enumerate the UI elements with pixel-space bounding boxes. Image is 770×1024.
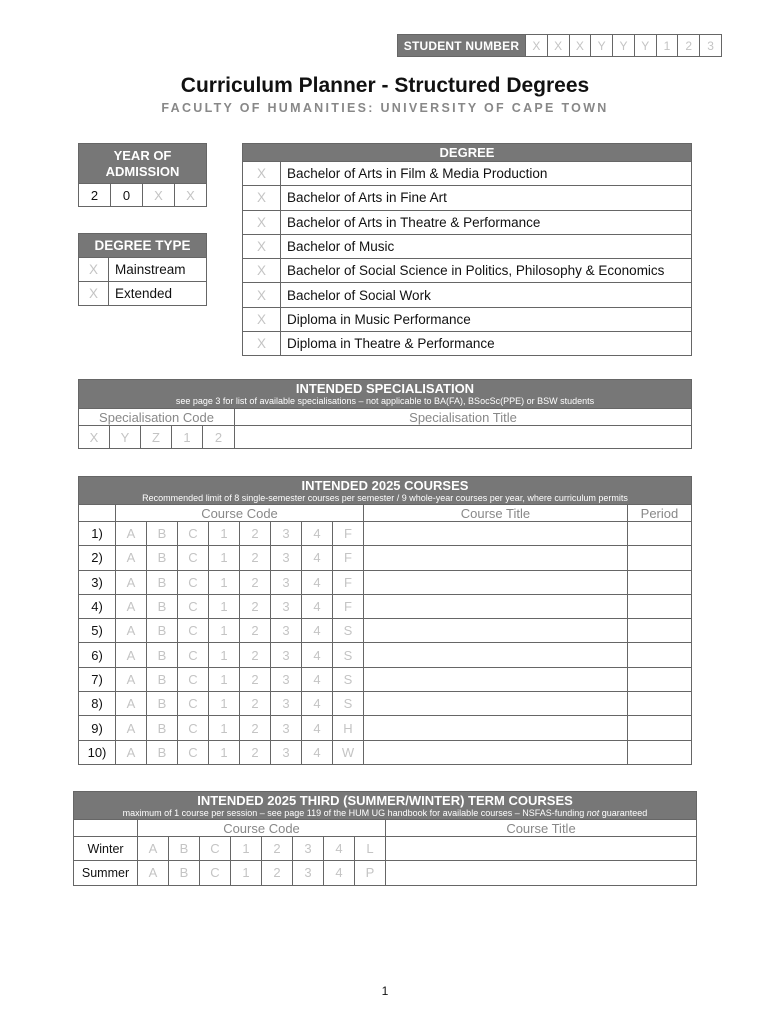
course-code-char[interactable]: B [147, 692, 178, 716]
course-code-char[interactable]: C [178, 716, 209, 740]
degree-label: Bachelor of Music [281, 234, 692, 258]
page-subtitle: FACULTY OF HUMANITIES: UNIVERSITY OF CAPE TOWN [161, 101, 609, 115]
term-course-row [74, 861, 697, 885]
specialisation-title-label: Specialisation Title [235, 409, 692, 426]
term-title-label: Course Title [386, 820, 697, 837]
course-code-char[interactable]: 1 [209, 740, 240, 764]
degree-type-checkbox[interactable]: X [79, 258, 109, 282]
degree-option [243, 283, 692, 307]
course-code-char[interactable]: A [116, 546, 147, 570]
courses-note: Recommended limit of 8 single-semester courses per semester / 9 whole-year courses per year, where curriculum permits [142, 493, 628, 503]
course-code-char[interactable]: C [178, 667, 209, 691]
degree-checkbox[interactable]: X [243, 162, 281, 186]
course-row-number: 7) [79, 667, 116, 691]
course-code-char[interactable]: 2 [240, 716, 271, 740]
course-title-field[interactable] [364, 570, 628, 594]
course-code-char[interactable]: B [147, 667, 178, 691]
specialisation-code-char[interactable]: Z [141, 426, 172, 449]
term-code-char[interactable]: A [138, 837, 169, 861]
student-number-char[interactable]: Y [591, 35, 613, 57]
course-code-char[interactable]: B [147, 643, 178, 667]
course-code-char[interactable]: B [147, 619, 178, 643]
course-code-char[interactable]: 2 [240, 692, 271, 716]
specialisation-title-field[interactable] [235, 426, 692, 449]
course-title-field[interactable] [364, 667, 628, 691]
course-row [79, 594, 692, 618]
course-code-char[interactable]: 1 [209, 522, 240, 546]
degree-label: Bachelor of Social Work [281, 283, 692, 307]
page-number: 1 [381, 984, 389, 998]
degree-type-checkbox[interactable]: X [79, 282, 109, 306]
course-code-char[interactable]: 3 [271, 716, 302, 740]
course-code-char[interactable]: 4 [302, 594, 333, 618]
course-code-char[interactable]: 2 [240, 546, 271, 570]
course-period-label: Period [627, 505, 691, 522]
degree-checkbox[interactable]: X [243, 307, 281, 331]
degree-option [243, 186, 692, 210]
specialisation-header: INTENDED SPECIALISATION [295, 381, 475, 396]
course-code-char[interactable]: H [333, 716, 364, 740]
student-number-char[interactable]: 2 [678, 35, 700, 57]
course-code-char[interactable]: 3 [271, 594, 302, 618]
term-code-char[interactable]: P [355, 861, 386, 885]
student-number-char[interactable]: X [569, 35, 591, 57]
course-title-field[interactable] [364, 619, 628, 643]
term-code-char[interactable]: B [169, 861, 200, 885]
course-code-char[interactable]: F [333, 546, 364, 570]
degree-type-option [79, 258, 207, 282]
course-code-char[interactable]: 4 [302, 522, 333, 546]
course-row [79, 522, 692, 546]
course-period-field[interactable] [627, 619, 691, 643]
course-code-char[interactable]: A [116, 667, 147, 691]
course-title-field[interactable] [364, 643, 628, 667]
course-title-field[interactable] [364, 716, 628, 740]
course-row-number: 6) [79, 643, 116, 667]
course-code-char[interactable]: A [116, 740, 147, 764]
specialisation-note: see page 3 for list of available specialisations – not applicable to BA(FA), BSocSc(PPE) or BSW students [175, 396, 595, 406]
term-code-char[interactable]: 1 [231, 837, 262, 861]
specialisation-code-char[interactable]: Y [110, 426, 141, 449]
year-of-admission-header: YEAR OF ADMISSION [79, 144, 207, 184]
course-title-label: Course Title [364, 505, 628, 522]
degree-type-label: Extended [109, 282, 207, 306]
year-digit[interactable]: X [175, 184, 207, 207]
course-code-char[interactable]: F [333, 522, 364, 546]
degree-label: Bachelor of Social Science in Politics, Philosophy & Economics [281, 259, 692, 283]
course-code-char[interactable]: C [178, 570, 209, 594]
course-code-char[interactable]: A [116, 522, 147, 546]
degree-checkbox[interactable]: X [243, 186, 281, 210]
course-code-char[interactable]: B [147, 740, 178, 764]
degree-option [243, 162, 692, 186]
course-code-char[interactable]: B [147, 546, 178, 570]
course-code-char[interactable]: C [178, 546, 209, 570]
course-code-char[interactable]: C [178, 522, 209, 546]
course-code-char[interactable]: 4 [302, 692, 333, 716]
course-code-char[interactable]: 1 [209, 667, 240, 691]
course-code-char[interactable]: 3 [271, 522, 302, 546]
course-code-char[interactable]: C [178, 740, 209, 764]
term-code-char[interactable]: C [200, 861, 231, 885]
degree-checkbox[interactable]: X [243, 210, 281, 234]
year-digit[interactable]: X [143, 184, 175, 207]
degree-type-table [78, 233, 207, 306]
course-code-char[interactable]: 1 [209, 716, 240, 740]
course-row [79, 619, 692, 643]
course-row [79, 643, 692, 667]
page-title: Curriculum Planner - Structured Degrees [180, 74, 590, 97]
course-code-char[interactable]: C [178, 643, 209, 667]
term-session-label: Summer [74, 861, 138, 885]
term-courses-header: INTENDED 2025 THIRD (SUMMER/WINTER) TERM COURSES [197, 793, 573, 808]
term-code-char[interactable]: 2 [262, 837, 293, 861]
student-number-char[interactable]: 1 [656, 35, 678, 57]
course-code-char[interactable]: 3 [271, 643, 302, 667]
term-course-title-field[interactable] [386, 837, 697, 861]
course-code-char[interactable]: W [333, 740, 364, 764]
course-code-char[interactable]: C [178, 692, 209, 716]
specialisation-code-label: Specialisation Code [79, 409, 235, 426]
course-title-field[interactable] [364, 740, 628, 764]
degree-label: Diploma in Theatre & Performance [281, 332, 692, 356]
course-row [79, 740, 692, 764]
course-code-char[interactable]: 4 [302, 667, 333, 691]
course-code-char[interactable]: S [333, 643, 364, 667]
term-code-char[interactable]: C [200, 837, 231, 861]
student-number-char[interactable]: Y [613, 35, 635, 57]
degree-option [243, 259, 692, 283]
specialisation-code-char[interactable]: 1 [172, 426, 203, 449]
year-digit[interactable]: 2 [79, 184, 111, 207]
course-code-char[interactable]: S [333, 667, 364, 691]
degree-label: Bachelor of Arts in Fine Art [281, 186, 692, 210]
term-course-title-field[interactable] [386, 861, 697, 885]
course-row-number: 3) [79, 570, 116, 594]
course-period-field[interactable] [627, 692, 691, 716]
courses-header: INTENDED 2025 COURSES [301, 478, 469, 493]
course-row-number: 10) [79, 740, 116, 764]
specialisation-code-char[interactable]: X [79, 426, 110, 449]
term-code-char[interactable]: 3 [293, 837, 324, 861]
course-row-number: 5) [79, 619, 116, 643]
course-row-number: 9) [79, 716, 116, 740]
course-code-char[interactable]: B [147, 594, 178, 618]
course-code-char[interactable]: 1 [209, 570, 240, 594]
course-code-char[interactable]: 3 [271, 740, 302, 764]
degree-option [243, 234, 692, 258]
courses-table [78, 476, 692, 765]
term-courses-note: maximum of 1 course per session – see page 119 of the HUM UG handbook for available courses – NSFAS-funding not guaranteed [122, 808, 648, 818]
course-row-number: 2) [79, 546, 116, 570]
term-code-char[interactable]: B [169, 837, 200, 861]
term-code-label: Course Code [138, 820, 386, 837]
course-code-char[interactable]: B [147, 716, 178, 740]
degree-table [242, 143, 692, 356]
course-row-number: 8) [79, 692, 116, 716]
course-row [79, 570, 692, 594]
course-code-char[interactable]: 1 [209, 643, 240, 667]
course-title-field[interactable] [364, 522, 628, 546]
course-code-char[interactable]: 4 [302, 619, 333, 643]
term-courses-table [73, 791, 697, 886]
student-number-label: STUDENT NUMBER [398, 35, 526, 57]
student-number-char[interactable]: X [526, 35, 548, 57]
degree-checkbox[interactable]: X [243, 234, 281, 258]
course-code-char[interactable]: C [178, 594, 209, 618]
course-row [79, 692, 692, 716]
term-code-char[interactable]: A [138, 861, 169, 885]
course-period-field[interactable] [627, 522, 691, 546]
course-row [79, 716, 692, 740]
course-code-char[interactable]: 4 [302, 740, 333, 764]
degree-label: Bachelor of Arts in Film & Media Production [281, 162, 692, 186]
term-code-char[interactable]: 4 [324, 861, 355, 885]
course-code-char[interactable]: B [147, 522, 178, 546]
course-code-char[interactable]: F [333, 570, 364, 594]
term-code-char[interactable]: 4 [324, 837, 355, 861]
course-row-number: 4) [79, 594, 116, 618]
student-number-char[interactable]: 3 [700, 35, 722, 57]
course-code-char[interactable]: A [116, 594, 147, 618]
course-code-char[interactable]: 4 [302, 546, 333, 570]
course-code-char[interactable]: B [147, 570, 178, 594]
course-code-char[interactable]: A [116, 619, 147, 643]
course-code-char[interactable]: C [178, 619, 209, 643]
term-code-char[interactable]: 3 [293, 861, 324, 885]
degree-option [243, 307, 692, 331]
degree-checkbox[interactable]: X [243, 259, 281, 283]
year-digit[interactable]: 0 [111, 184, 143, 207]
degree-checkbox[interactable]: X [243, 332, 281, 356]
degree-label: Diploma in Music Performance [281, 307, 692, 331]
course-row [79, 546, 692, 570]
course-code-char[interactable]: 2 [240, 522, 271, 546]
course-code-char[interactable]: S [333, 692, 364, 716]
course-code-char[interactable]: 3 [271, 546, 302, 570]
degree-header: DEGREE [243, 144, 692, 162]
course-row [79, 667, 692, 691]
course-code-char[interactable]: 1 [209, 546, 240, 570]
degree-type-option [79, 282, 207, 306]
specialisation-table [78, 379, 692, 449]
course-period-field[interactable] [627, 643, 691, 667]
course-code-char[interactable]: 2 [240, 667, 271, 691]
course-code-char[interactable]: A [116, 570, 147, 594]
course-period-field[interactable] [627, 546, 691, 570]
course-period-field[interactable] [627, 716, 691, 740]
term-course-row [74, 837, 697, 861]
degree-option [243, 332, 692, 356]
course-code-char[interactable]: 1 [209, 692, 240, 716]
term-code-char[interactable]: L [355, 837, 386, 861]
course-code-char[interactable]: 2 [240, 619, 271, 643]
year-of-admission-table [78, 143, 207, 207]
course-code-char[interactable]: 2 [240, 740, 271, 764]
course-period-field[interactable] [627, 570, 691, 594]
course-period-field[interactable] [627, 740, 691, 764]
course-code-char[interactable]: 3 [271, 667, 302, 691]
course-code-char[interactable]: S [333, 619, 364, 643]
degree-option [243, 210, 692, 234]
student-number-char[interactable]: X [547, 35, 569, 57]
course-code-label: Course Code [116, 505, 364, 522]
course-code-char[interactable]: 2 [240, 594, 271, 618]
course-code-char[interactable]: 4 [302, 643, 333, 667]
course-code-char[interactable]: 3 [271, 692, 302, 716]
course-code-char[interactable]: F [333, 594, 364, 618]
course-code-char[interactable]: 4 [302, 716, 333, 740]
course-code-char[interactable]: A [116, 716, 147, 740]
course-title-field[interactable] [364, 692, 628, 716]
course-code-char[interactable]: 4 [302, 570, 333, 594]
term-code-char[interactable]: 2 [262, 861, 293, 885]
course-period-field[interactable] [627, 667, 691, 691]
course-code-char[interactable]: A [116, 643, 147, 667]
term-code-char[interactable]: 1 [231, 861, 262, 885]
course-code-char[interactable]: 3 [271, 619, 302, 643]
degree-label: Bachelor of Arts in Theatre & Performance [281, 210, 692, 234]
course-row-number: 1) [79, 522, 116, 546]
term-session-label: Winter [74, 837, 138, 861]
degree-type-label: Mainstream [109, 258, 207, 282]
course-code-char[interactable]: 1 [209, 619, 240, 643]
course-title-field[interactable] [364, 546, 628, 570]
degree-type-header: DEGREE TYPE [79, 234, 207, 258]
course-code-char[interactable]: 1 [209, 594, 240, 618]
student-number-char[interactable]: Y [634, 35, 656, 57]
specialisation-code-char[interactable]: 2 [203, 426, 235, 449]
course-code-char[interactable]: 2 [240, 643, 271, 667]
course-code-char[interactable]: A [116, 692, 147, 716]
course-title-field[interactable] [364, 594, 628, 618]
course-code-char[interactable]: 2 [240, 570, 271, 594]
course-code-char[interactable]: 3 [271, 570, 302, 594]
student-number-box [397, 34, 722, 57]
course-period-field[interactable] [627, 594, 691, 618]
degree-checkbox[interactable]: X [243, 283, 281, 307]
